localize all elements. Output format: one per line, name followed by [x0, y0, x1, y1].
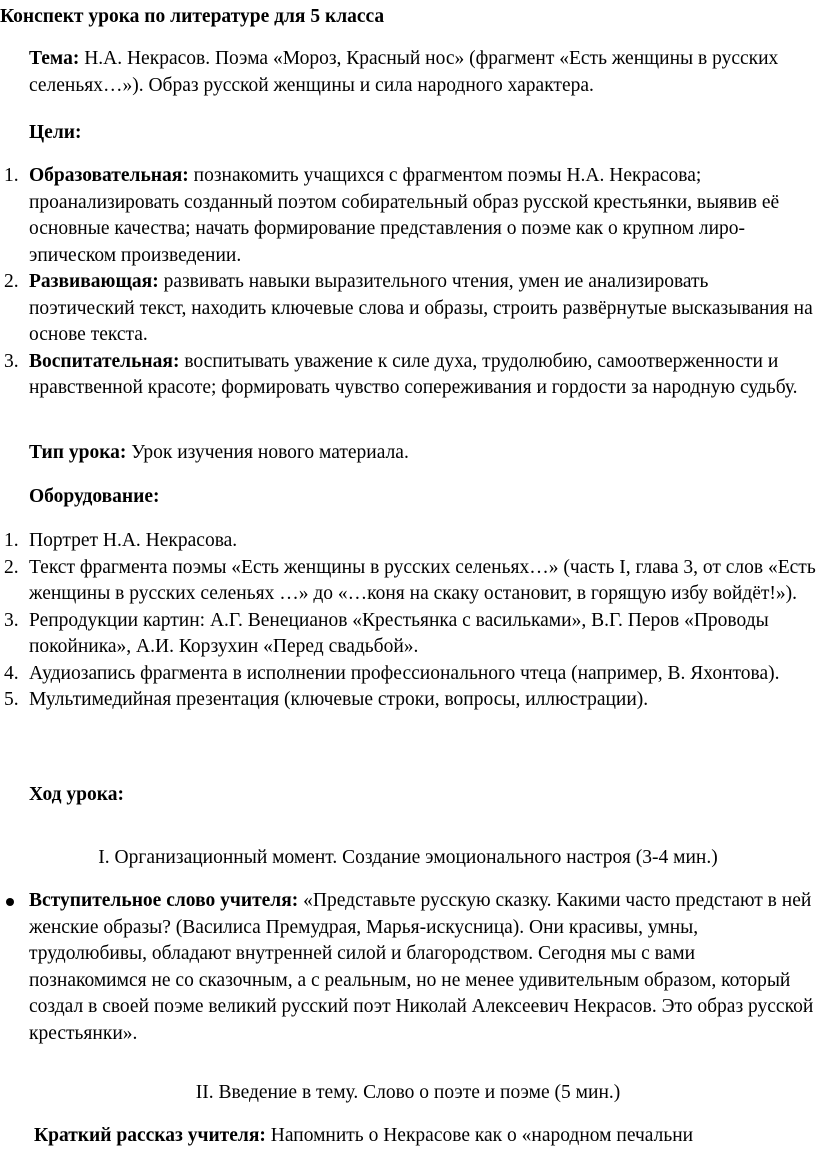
lesson-type-label: Тип урока:: [29, 442, 127, 463]
equipment-text: Аудиозапись фрагмента в исполнении профессионального чтеца (например, В. Яхонтова).: [29, 662, 780, 684]
list-number: 4.: [4, 662, 19, 684]
list-number: 1.: [4, 165, 19, 186]
list-number: 2.: [4, 556, 19, 578]
list-number: 1.: [4, 530, 19, 551]
equipment-text: Текст фрагмента поэмы «Есть женщины в русских селеньях…» (часть I, глава 3, от слов «Есть женщины в русских селеньях …» до «…коня на скаку остановит, в горящую избу войдёт!»).: [29, 556, 816, 604]
equipment-text: Репродукции картин: А.Г. Венецианов «Крестьянка с васильками», В.Г. Перов «Проводы покойника», А.И. Корзухин «Перед свадьбой».: [29, 609, 769, 657]
topic-text: Н.А. Некрасов. Поэма «Мороз, Красный нос» (фрагмент «Есть женщины в русских селеньях…»). Образ русской женщины и сила народного характера.: [29, 48, 779, 96]
equipment-item: [0, 687, 816, 714]
equipment-text: Портрет Н.А. Некрасова.: [29, 530, 238, 551]
equipment-text: Мультимедийная презентация (ключевые строки, вопросы, иллюстрации).: [29, 689, 649, 710]
equipment-heading: Оборудование:: [29, 486, 160, 507]
goal-label: Образовательная:: [29, 165, 189, 186]
goal-text: развивать навыки выразительного чтения, умен ие анализировать поэтический текст, находить ключевые слова и образы, строить развёрнутые высказывания на основе текста.: [29, 271, 813, 345]
goal-item-developing: [0, 269, 816, 349]
story-text: Напомнить о Некрасове как о «народном печальни: [270, 1125, 694, 1146]
stage-1-heading: I. Организационный момент. Создание эмоционального настроя (3-4 мин.): [98, 847, 718, 868]
intro-bullet-item: [0, 888, 816, 1047]
course-heading: Ход урока:: [29, 784, 124, 805]
stage-2-heading: II. Введение в тему. Слово о поэте и поэме (5 мин.): [195, 1082, 621, 1103]
list-number: 3.: [4, 609, 19, 631]
goal-item-upbringing: [0, 349, 816, 402]
intro-label: Вступительное слово учителя:: [29, 890, 299, 911]
goal-text: воспитывать уважение к силе духа, трудолюбию, самоотверженности и нравственной красоте; формировать чувство сопереживания и гордости за народную судьбу.: [29, 350, 798, 398]
goal-label: Воспитательная:: [29, 350, 180, 372]
list-number: 5.: [4, 689, 19, 710]
intro-text: «Представьте русскую сказку. Какими часто предстают в ней женские образы? (Василиса Премудрая, Марья-искусница). Они красивы, умны, трудолюбивы, обладают внутренней силой и благородством. Сегодня мы с вами познакомимся не со сказочным, а с реальным, но не менее удивительным образом, который создал в своей поэме великий русский поэт Николай Алексеевич Некрасов. Это образ русской крестьянки».: [29, 890, 814, 1044]
equipment-list: [0, 528, 816, 714]
list-number: 2.: [4, 271, 19, 292]
story-label: Краткий рассказ учителя:: [34, 1125, 266, 1146]
list-number: 3.: [4, 350, 19, 372]
equipment-item: [0, 608, 816, 661]
bullet-icon: [6, 898, 14, 906]
lesson-type-paragraph: [29, 440, 816, 467]
topic-label: Тема:: [29, 48, 80, 69]
equipment-item: [0, 661, 816, 688]
goals-list: [0, 163, 816, 402]
topic-paragraph: [29, 46, 816, 99]
document-title: Конспект урока по литературе для 5 класса: [0, 6, 385, 27]
lesson-type-text: Урок изучения нового материала.: [131, 442, 409, 463]
story-paragraph: [34, 1123, 816, 1150]
goal-text: познакомить учащихся с фрагментом поэмы Н.А. Некрасова; проанализировать созданный поэтом собирательный образ русской крестьянки, выявив её основные качества; начать формирование представления о поэме как о крупном лиро-эпическом произведении.: [29, 165, 780, 266]
goal-item-educational: [0, 163, 816, 269]
goal-label: Развивающая:: [29, 271, 159, 292]
equipment-item: [0, 528, 816, 555]
goals-heading: Цели:: [29, 122, 82, 143]
equipment-item: [0, 555, 816, 608]
